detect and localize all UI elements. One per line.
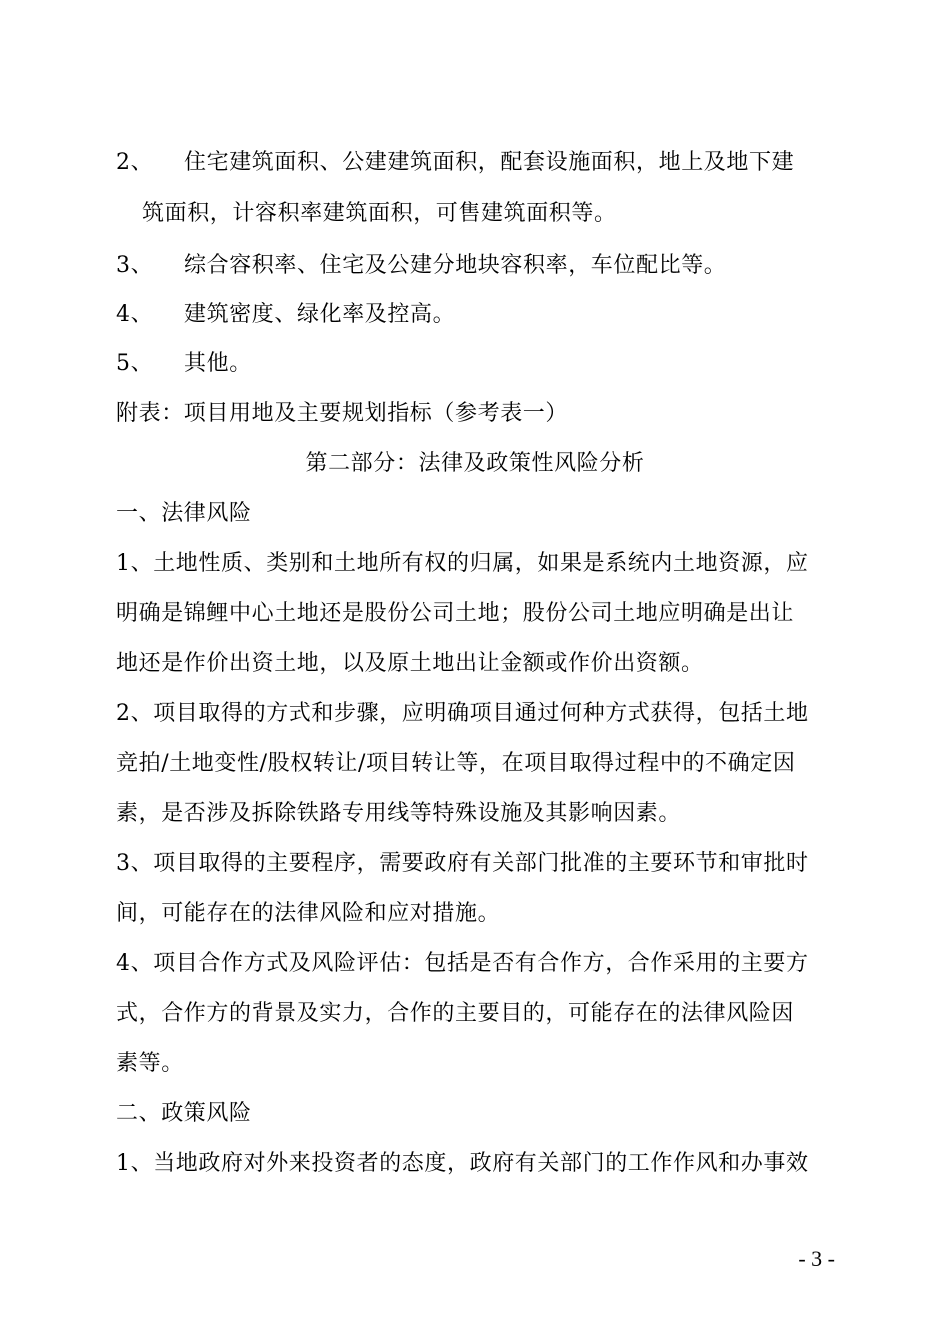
paragraph-line: 间，可能存在的法律风险和应对措施。: [116, 901, 501, 926]
paragraph-line: 2、项目取得的方式和步骤，应明确项目通过何种方式获得，包括土地: [116, 701, 809, 726]
list-text: 建筑密度、绿化率及控高。: [184, 302, 456, 327]
paragraph-line: 明确是锦鲤中心土地还是股份公司土地；股份公司土地应明确是出让: [116, 601, 795, 626]
paragraph-line: 式，合作方的背景及实力，合作的主要目的，可能存在的法律风险因: [116, 1001, 795, 1026]
list-item-2-continuation: 筑面积，计容积率建筑面积，可售建筑面积等。: [142, 201, 617, 226]
list-item-2: [116, 149, 794, 177]
list-text: 综合容积率、住宅及公建分地块容积率，车位配比等。: [184, 253, 727, 278]
list-number: 4、: [116, 302, 154, 327]
list-number: 5、: [116, 351, 154, 376]
appendix-note: 附表：项目用地及主要规划指标（参考表一）: [116, 401, 569, 426]
paragraph-line: 1、当地政府对外来投资者的态度，政府有关部门的工作作风和办事效: [116, 1151, 809, 1176]
list-number: 3、: [116, 253, 154, 278]
list-item-4: [116, 301, 455, 329]
paragraph-line: 素，是否涉及拆除铁路专用线等特殊设施及其影响因素。: [116, 801, 682, 826]
section-title: 第二部分：法律及政策性风险分析: [305, 451, 645, 476]
paragraph-line: 4、项目合作方式及风险评估：包括是否有合作方，合作采用的主要方: [116, 951, 809, 976]
paragraph-line: 素等。: [116, 1051, 184, 1076]
page-number: - 3 -: [798, 1246, 835, 1271]
list-text: 住宅建筑面积、公建建筑面积，配套设施面积，地上及地下建: [184, 150, 795, 175]
paragraph-line: 地还是作价出资土地，以及原土地出让金额或作价出资额。: [116, 651, 704, 676]
paragraph-line: 1、土地性质、类别和土地所有权的归属，如果是系统内土地资源，应: [116, 551, 809, 576]
list-number: 2、: [116, 150, 154, 175]
list-item-3: [116, 252, 726, 280]
policy-risk-heading: 二、政策风险: [116, 1101, 252, 1126]
paragraph-line: 竞拍/土地变性/股权转让/项目转让等，在项目取得过程中的不确定因: [116, 751, 796, 776]
list-item-5: [116, 350, 252, 378]
list-text: 其他。: [184, 351, 252, 376]
legal-risk-heading: 一、法律风险: [116, 501, 252, 526]
paragraph-line: 3、项目取得的主要程序，需要政府有关部门批准的主要环节和审批时: [116, 851, 809, 876]
